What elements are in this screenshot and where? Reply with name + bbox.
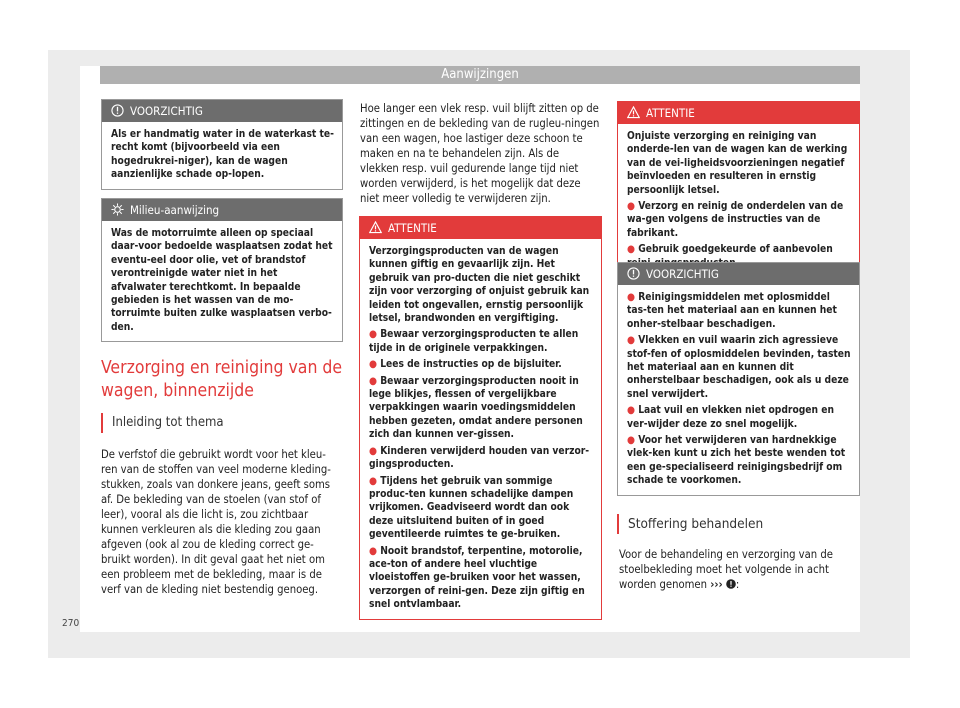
list-item: ● Reinigingsmiddelen met oplosmiddel tas-ten het materiaal aan en kunnen het onher-stelbaar beschadigen. <box>627 292 837 330</box>
list-item: ● Tijdens het gebruik van sommige produc-ten kunnen schadelijke dampen vrijkomen. Geadviseerd wordt dan ook deze uitsluitend buiten of in goed geventileerde ruimtes te ge-bruiken. <box>369 475 574 541</box>
warning-box-intro: Verzorgingsproducten van de wagen kunnen giftig en gevaarlijk zijn. Het gebruik van pro-ducten die niet geschikt zijn voor verzorging of onjuist gebruik kan leiden tot ongevallen, ernstig persoonlijk letsel, brandwonden en vergiftiging. <box>369 246 590 325</box>
caution-box-left <box>101 99 343 190</box>
warning-box-header <box>618 102 859 124</box>
warning-triangle-icon <box>369 221 382 234</box>
warning-reference-icon[interactable] <box>726 579 736 589</box>
caution-box-title: VOORZICHTIG <box>646 267 719 281</box>
page-header: Aanwijzingen <box>100 66 860 84</box>
info-circle-icon <box>111 104 124 117</box>
caution-box-header <box>102 100 342 122</box>
list-item: ● Laat vuil en vlekken niet opdrogen en ver-wijder deze zo snel mogelijk. <box>627 405 834 430</box>
environment-box-text: Was de motorruimte alleen op speciaal daar-voor bedoelde wasplaatsen zodat het eventu-eel door olie, vet of brandstof verontreinigde water niet in het afvalwater terechtkomt. In bepaalde gebieden is het wassen van de mo-torruimte buiten zulke wasplaatsen verbo-den. <box>111 228 333 333</box>
list-item: ● Bewaar verzorgingsproducten nooit in lege blikjes, flessen of vergelijkbare verpakkingen waarin voedingsmiddelen hebben gezeten, omdat andere personen zich dan kunnen ver-gissen. <box>369 375 583 441</box>
subsection-marker <box>101 413 103 433</box>
warning-box-title: ATTENTIE <box>646 106 695 120</box>
info-circle-icon <box>627 267 640 280</box>
environment-box-title: Milieu-aanwijzing <box>130 203 220 217</box>
caution-box-right <box>617 262 860 496</box>
list-item: ● Bewaar verzorgingsproducten te allen tijde in de originele verpakkingen. <box>369 329 579 354</box>
intro-paragraph: De verfstof die gebruikt wordt voor het kleu-ren van de stoffen van veel moderne kleding-stukken, zoals van donkere jeans, geeft soms af. De bekleding van de stoelen (van stof of leer), vooral als die licht is, zou zichtbaar kunnen verkleuren als die kleding zou gaan afgeven (ook al zou de kleding correct ge-bruikt worden). In dit geval gaat het niet om een probleem met de bekleding, maar is de verf van de kleding niet bestendig genoeg. <box>101 448 331 596</box>
warning-box-intro: Onjuiste verzorging en reiniging van onderde-len van de wagen kan de werking van de vei-ligheidsvoorzieningen negatief beïnvloeden en resulteren in ernstig persoonlijk letsel. <box>627 131 848 196</box>
caution-box-header <box>618 263 859 285</box>
stain-paragraph: Hoe langer een vlek resp. vuil blijft zitten op de zittingen en de bekleding van de rugleu-ningen van een wagen, hoe lastiger deze schoon te maken en na te behandelen zijn. Als de vlekken resp. vuil gedurende lange tijd niet worden verwijderd, is het mogelijk dat deze niet meer volledig te verwijderen zijn. <box>360 102 600 205</box>
subsection-title: Inleiding tot thema <box>112 415 224 430</box>
warning-box-middle <box>359 216 602 620</box>
environment-box-header <box>102 199 342 221</box>
environment-icon <box>111 203 124 216</box>
section-marker <box>617 514 619 534</box>
caution-box-text: Als er handmatig water in de waterkast te-recht komt (bijvoorbeeld via een hogedrukrei-niger), kan de wagen aanzienlijke schade op-lopen. <box>111 129 334 181</box>
list-item: ● Lees de instructies op de bijsluiter. <box>369 359 562 371</box>
warning-triangle-icon <box>627 106 640 119</box>
section-title-interior: Verzorging en reiniging van de wagen, binnenzijde <box>101 358 343 401</box>
list-item: ● Gebruik goedgekeurde of aanbevolen <box>627 244 833 256</box>
section-title-upholstery: Stoffering behandelen <box>628 516 764 532</box>
list-item: ● Kinderen verwijderd houden van verzor-gingsproducten. <box>369 445 590 471</box>
page-number: 270 <box>62 618 80 629</box>
list-item: ● Nooit brandstof, terpentine, motorolie, ace-ton of andere heel vluchtige vloeistoffen ge-bruiken voor het wassen, verzorgen of reini-gen. Deze zijn giftig en snel ontvlambaar. <box>369 545 585 611</box>
environment-box <box>101 198 343 342</box>
list-item: ● Voor het verwijderen van hardnekkige vlek-ken kunt u zich het beste wenden tot een ge-specialiseerd reinigingsbedrijf om schade te voorkomen. <box>627 435 846 487</box>
list-item: ● Verzorg en reinig de onderdelen van de wa-gen volgens de instructies van de fabrikant. <box>627 201 844 239</box>
warning-box-right <box>617 101 860 278</box>
upholstery-paragraph: Voor de behandeling en verzorging van de stoelbekleding moet het volgende in acht worden genomen ››› : <box>619 548 833 591</box>
list-item: ● Vlekken en vuil waarin zich agressieve stof-fen of oplosmiddelen bevinden, tasten het materiaal aan en kunnen dit onherstelbaar beschadigen, ook als u deze snel verwijdert. <box>627 335 851 400</box>
caution-box-title: VOORZICHTIG <box>130 104 203 118</box>
warning-box-header <box>360 217 601 239</box>
warning-box-title: ATTENTIE <box>388 221 437 235</box>
